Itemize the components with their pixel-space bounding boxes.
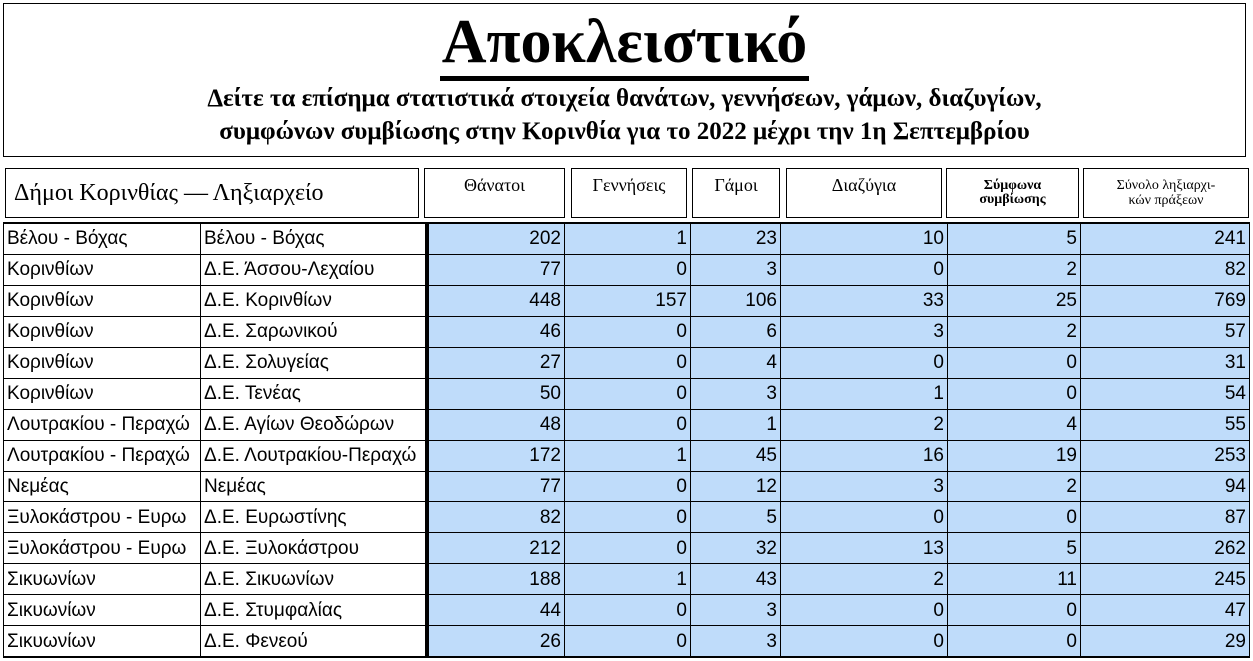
divorces-cell: 0 [781, 595, 948, 626]
deaths-cell: 27 [427, 347, 565, 378]
divorces-cell: 1 [781, 378, 948, 409]
subtitle-line-1: Δείτε τα επίσημα στατιστικά στοιχεία θανάτων, γεννήσεων, γάμων, διαζυγίων, [207, 85, 1042, 112]
births-cell: 0 [565, 502, 691, 533]
divorces-cell: 2 [781, 564, 948, 595]
total-cell: 57 [1081, 316, 1250, 347]
municipality-cell: Λουτρακίου - Περαχώ [4, 409, 201, 440]
registry-cell: Νεμέας [201, 471, 427, 502]
total-cell: 241 [1081, 223, 1250, 254]
marriages-cell: 43 [691, 564, 781, 595]
births-cell: 1 [565, 564, 691, 595]
page-title: Αποκλειστικό [440, 8, 810, 81]
table-row [4, 223, 1250, 254]
deaths-cell: 212 [427, 533, 565, 564]
cohabitation-cell: 4 [948, 409, 1081, 440]
header-cohabitation-line-1: Σύμφωνα [983, 178, 1042, 193]
divorces-cell: 0 [781, 502, 948, 533]
header-deaths-label: Θάνατοι [463, 175, 526, 195]
municipality-cell: Κορινθίων [4, 254, 201, 285]
cohabitation-cell: 25 [948, 285, 1081, 316]
table-row [4, 440, 1250, 471]
municipality-cell: Νεμέας [4, 471, 201, 502]
total-cell: 245 [1081, 564, 1250, 595]
deaths-cell: 448 [427, 285, 565, 316]
header-total-line-1: Σύνολο ληξιαρχι- [1116, 178, 1216, 193]
cohabitation-cell: 2 [948, 471, 1081, 502]
marriages-cell: 45 [691, 440, 781, 471]
marriages-cell: 6 [691, 316, 781, 347]
divorces-cell: 13 [781, 533, 948, 564]
municipality-cell: Σικυωνίων [4, 595, 201, 626]
header-cohabitation [946, 168, 1079, 218]
table-row [4, 254, 1250, 285]
births-cell: 0 [565, 409, 691, 440]
deaths-cell: 82 [427, 502, 565, 533]
total-cell: 87 [1081, 502, 1250, 533]
deaths-cell: 26 [427, 626, 565, 657]
table-row [4, 502, 1250, 533]
marriages-cell: 32 [691, 533, 781, 564]
header-cohabitation-line-2: συμβίωσης [979, 192, 1046, 207]
cohabitation-cell: 2 [948, 316, 1081, 347]
registry-cell: Δ.Ε. Σικυωνίων [201, 564, 427, 595]
registry-cell: Δ.Ε. Άσσου-Λεχαίου [201, 254, 427, 285]
total-cell: 253 [1081, 440, 1250, 471]
registry-cell: Βέλου - Βόχας [201, 223, 427, 254]
header-births [571, 168, 687, 218]
total-cell: 54 [1081, 378, 1250, 409]
total-cell: 262 [1081, 533, 1250, 564]
municipality-cell: Ξυλοκάστρου - Ευρω [4, 533, 201, 564]
municipality-cell: Βέλου - Βόχας [4, 223, 201, 254]
births-cell: 157 [565, 285, 691, 316]
subtitle-line-2: συμφώνων συμβίωσης στην Κορινθία για το 2022 μέχρι την 1η Σεπτεμβρίου [219, 118, 1030, 145]
deaths-cell: 202 [427, 223, 565, 254]
registry-cell: Δ.Ε. Σαρωνικού [201, 316, 427, 347]
table-row [4, 626, 1250, 657]
municipality-cell: Κορινθίων [4, 316, 201, 347]
cohabitation-cell: 0 [948, 347, 1081, 378]
divorces-cell: 0 [781, 626, 948, 657]
deaths-cell: 50 [427, 378, 565, 409]
divorces-cell: 3 [781, 316, 948, 347]
table-row [4, 564, 1250, 595]
marriages-cell: 3 [691, 378, 781, 409]
title-banner [3, 3, 1246, 157]
marriages-cell: 106 [691, 285, 781, 316]
births-cell: 0 [565, 471, 691, 502]
divorces-cell: 0 [781, 347, 948, 378]
deaths-cell: 172 [427, 440, 565, 471]
births-cell: 1 [565, 223, 691, 254]
births-cell: 0 [565, 347, 691, 378]
total-cell: 29 [1081, 626, 1250, 657]
deaths-cell: 77 [427, 471, 565, 502]
marriages-cell: 3 [691, 595, 781, 626]
cohabitation-cell: 0 [948, 595, 1081, 626]
registry-cell: Δ.Ε. Αγίων Θεοδώρων [201, 409, 427, 440]
marriages-cell: 3 [691, 626, 781, 657]
divorces-cell: 33 [781, 285, 948, 316]
total-cell: 94 [1081, 471, 1250, 502]
births-cell: 1 [565, 440, 691, 471]
municipality-cell: Κορινθίων [4, 378, 201, 409]
header-marriages-label: Γάμοι [714, 175, 758, 195]
divorces-cell: 10 [781, 223, 948, 254]
total-cell: 55 [1081, 409, 1250, 440]
marriages-cell: 4 [691, 347, 781, 378]
marriages-cell: 5 [691, 502, 781, 533]
births-cell: 0 [565, 254, 691, 285]
municipality-cell: Σικυωνίων [4, 626, 201, 657]
deaths-cell: 77 [427, 254, 565, 285]
cohabitation-cell: 19 [948, 440, 1081, 471]
divorces-cell: 2 [781, 409, 948, 440]
table-row [4, 471, 1250, 502]
table-row [4, 347, 1250, 378]
registry-cell: Δ.Ε. Σολυγείας [201, 347, 427, 378]
header-divorces [786, 168, 942, 218]
cohabitation-cell: 5 [948, 223, 1081, 254]
deaths-cell: 44 [427, 595, 565, 626]
registry-cell: Δ.Ε. Λουτρακίου-Περαχώ [201, 440, 427, 471]
divorces-cell: 3 [781, 471, 948, 502]
marriages-cell: 3 [691, 254, 781, 285]
registry-cell: Δ.Ε. Φενεού [201, 626, 427, 657]
table-row [4, 533, 1250, 564]
municipality-cell: Κορινθίων [4, 285, 201, 316]
header-marriages [692, 168, 780, 218]
registry-cell: Δ.Ε. Ξυλοκάστρου [201, 533, 427, 564]
header-municipality [5, 168, 419, 218]
total-cell: 82 [1081, 254, 1250, 285]
cohabitation-cell: 0 [948, 502, 1081, 533]
cohabitation-cell: 11 [948, 564, 1081, 595]
cohabitation-cell: 2 [948, 254, 1081, 285]
births-cell: 0 [565, 378, 691, 409]
cohabitation-cell: 0 [948, 378, 1081, 409]
registry-cell: Δ.Ε. Στυμφαλίας [201, 595, 427, 626]
total-cell: 47 [1081, 595, 1250, 626]
registry-cell: Δ.Ε. Τενέας [201, 378, 427, 409]
births-cell: 0 [565, 316, 691, 347]
table-row [4, 285, 1250, 316]
divorces-cell: 0 [781, 254, 948, 285]
table-row [4, 316, 1250, 347]
municipality-cell: Ξυλοκάστρου - Ευρω [4, 502, 201, 533]
divorces-cell: 16 [781, 440, 948, 471]
births-cell: 0 [565, 595, 691, 626]
header-deaths [424, 168, 565, 218]
births-cell: 0 [565, 626, 691, 657]
cohabitation-cell: 0 [948, 626, 1081, 657]
header-total [1083, 168, 1249, 218]
marriages-cell: 12 [691, 471, 781, 502]
table-row [4, 595, 1250, 626]
header-births-label: Γεννήσεις [592, 175, 666, 195]
deaths-cell: 46 [427, 316, 565, 347]
total-cell: 31 [1081, 347, 1250, 378]
table-body [4, 223, 1250, 657]
marriages-cell: 23 [691, 223, 781, 254]
header-divorces-label: Διαζύγια [831, 175, 897, 195]
municipality-cell: Λουτρακίου - Περαχώ [4, 440, 201, 471]
deaths-cell: 48 [427, 409, 565, 440]
statistics-table [3, 222, 1250, 658]
municipality-cell: Κορινθίων [4, 347, 201, 378]
total-cell: 769 [1081, 285, 1250, 316]
municipality-cell: Σικυωνίων [4, 564, 201, 595]
births-cell: 0 [565, 533, 691, 564]
table-row [4, 378, 1250, 409]
header-municipality-label: Δήμοι Κορινθίας — Ληξιαρχείο [14, 179, 324, 206]
header-total-line-2: κών πράξεων [1128, 193, 1204, 208]
cohabitation-cell: 5 [948, 533, 1081, 564]
registry-cell: Δ.Ε. Κορινθίων [201, 285, 427, 316]
table-row [4, 409, 1250, 440]
deaths-cell: 188 [427, 564, 565, 595]
marriages-cell: 1 [691, 409, 781, 440]
registry-cell: Δ.Ε. Ευρωστίνης [201, 502, 427, 533]
